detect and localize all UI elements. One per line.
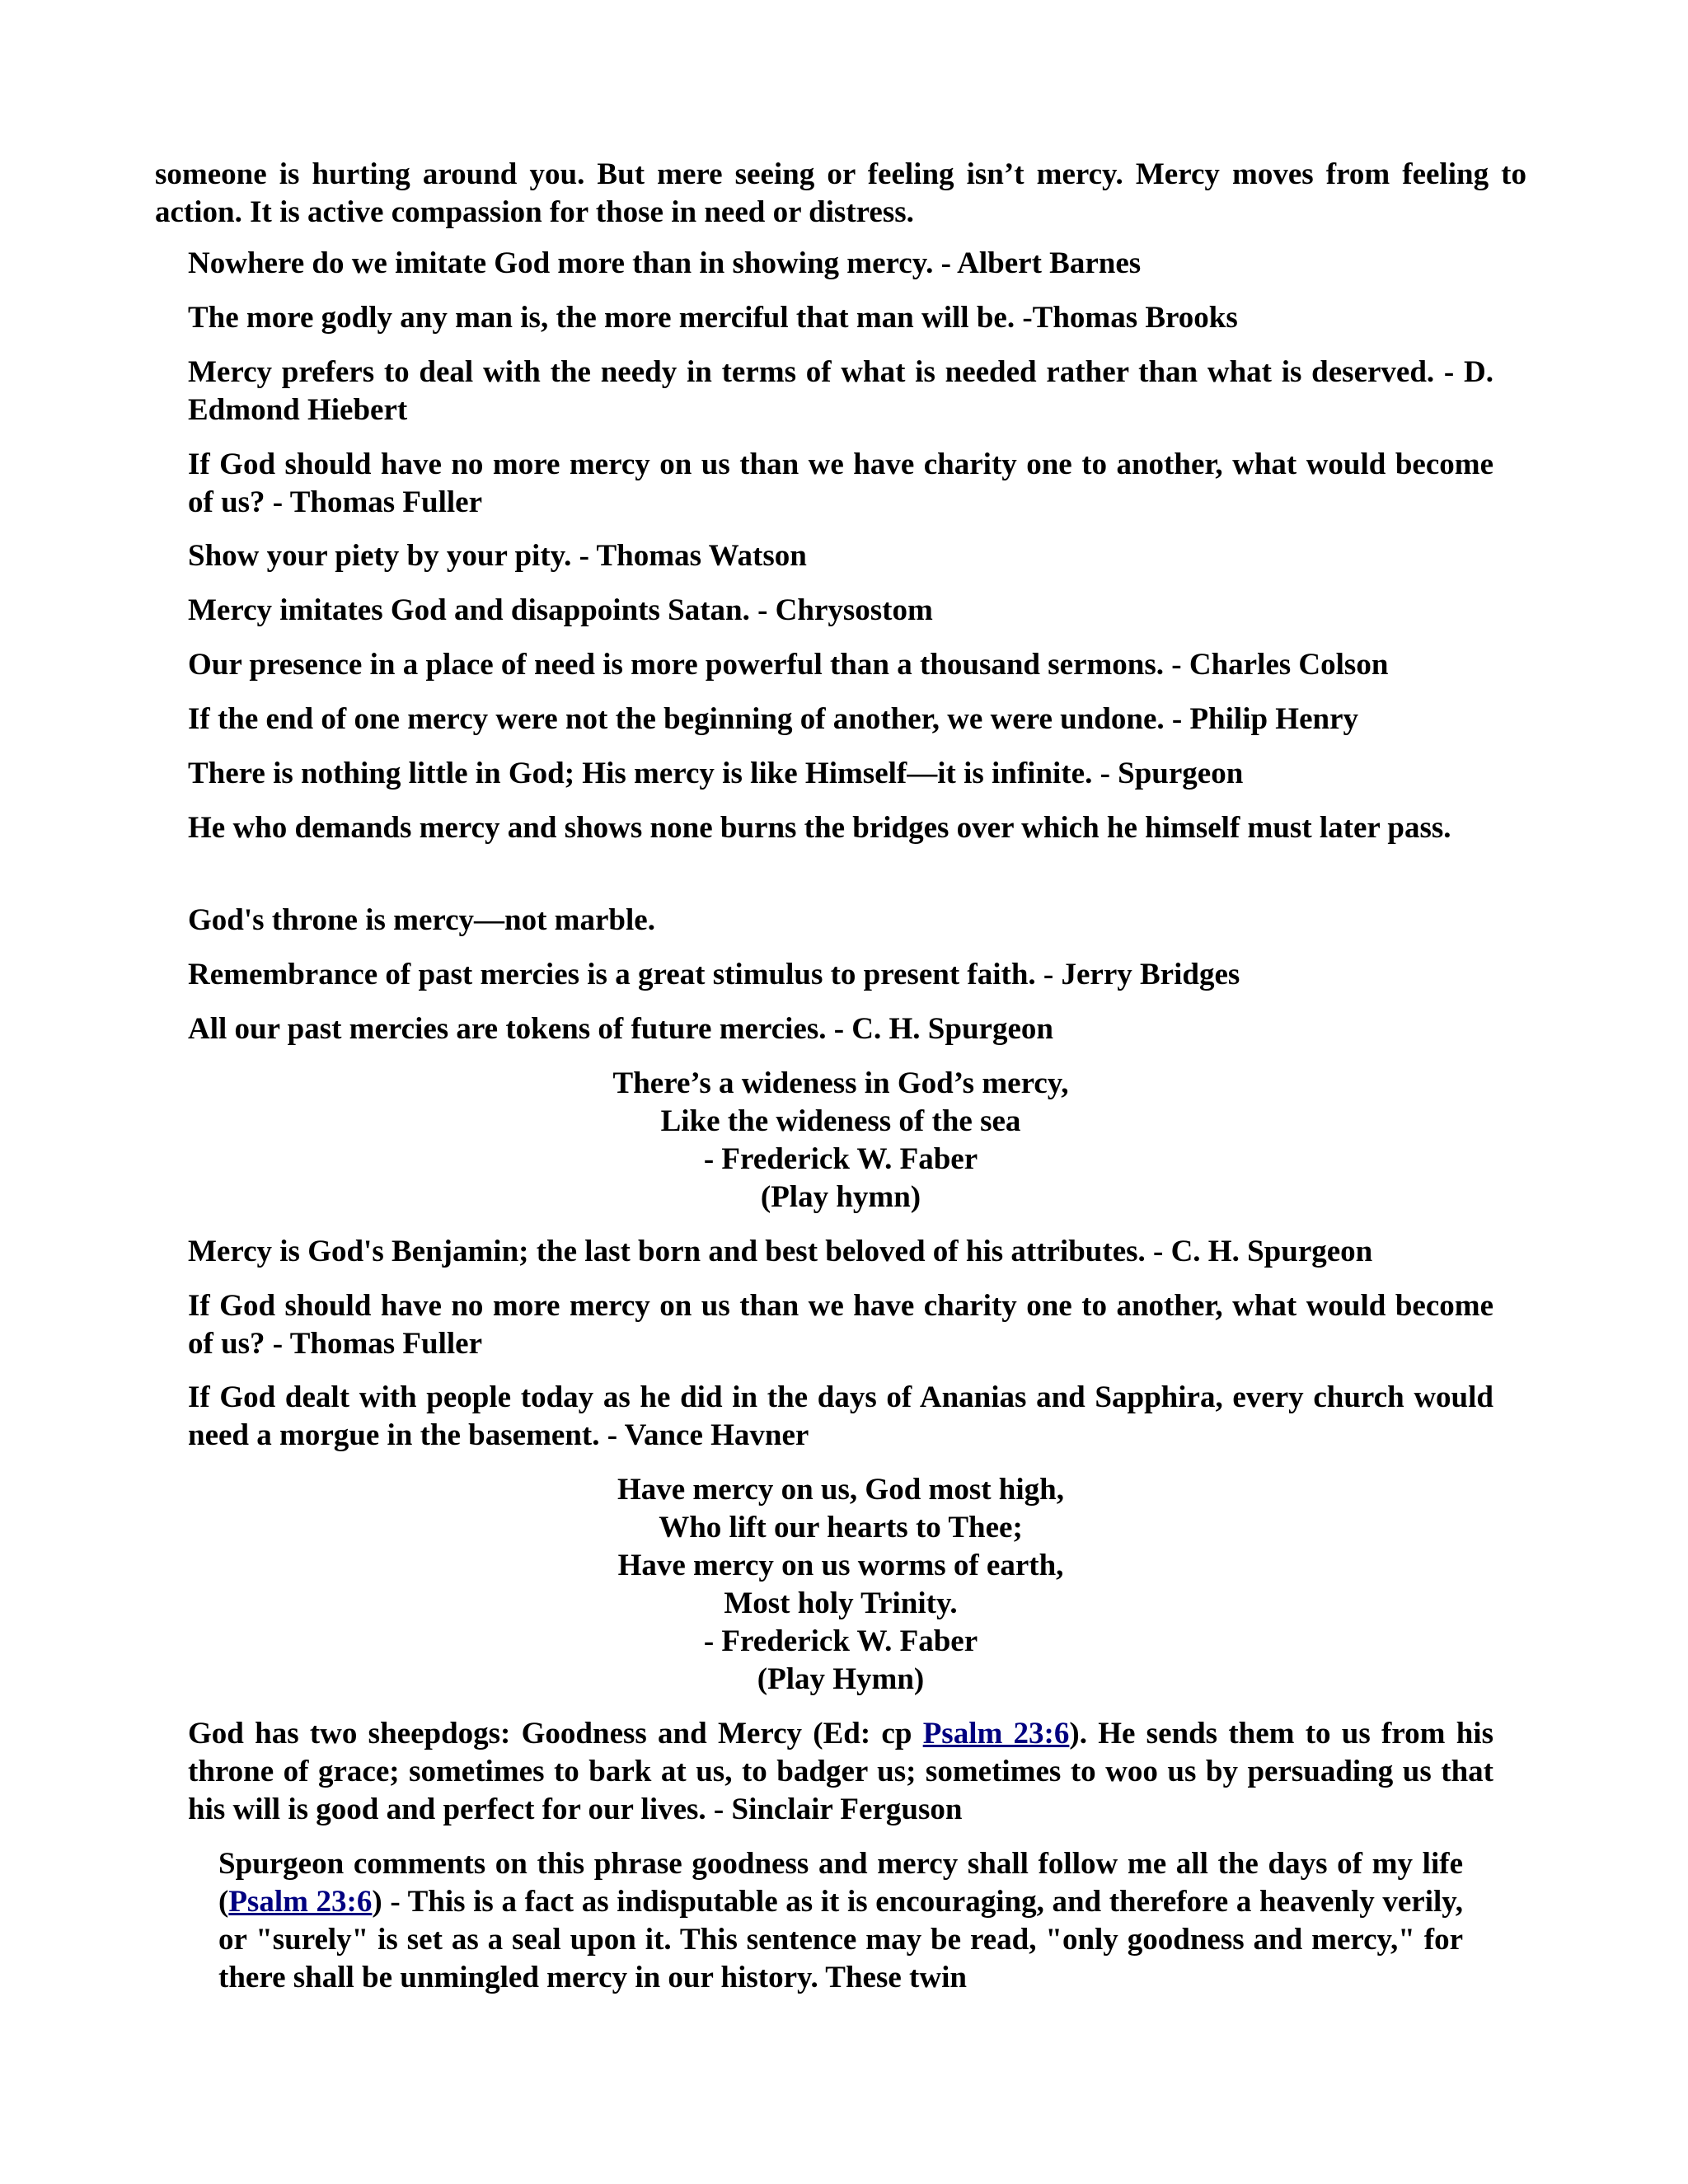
quote-throne-mercy: God's throne is mercy—not marble. — [188, 903, 655, 937]
quote-chrysostom: Mercy imitates God and disappoints Satan. - Chrysostom — [188, 593, 933, 627]
quote-philip-henry: If the end of one mercy were not the beginning of another, we were undone. - Philip Henry — [188, 702, 1359, 736]
quote-vance-havner: If God dealt with people today as he did in the days of Ananias and Sapphira, every church would need a morgue in the basement. - Vance Havner — [188, 1380, 1493, 1452]
hymn-line: Who lift our hearts to Thee; — [659, 1511, 1023, 1544]
hymn-line: Have mercy on us worms of earth, — [617, 1549, 1064, 1582]
psalm-23-6-link[interactable]: Psalm 23:6 — [922, 1717, 1070, 1750]
play-hymn-link[interactable]: (Play Hymn) — [757, 1662, 925, 1696]
quote-thomas-brooks: The more godly any man is, the more merciful that man will be. -Thomas Brooks — [188, 301, 1238, 335]
hymn-line: Like the wideness of the sea — [660, 1104, 1021, 1138]
quote-edmond-hiebert: Mercy prefers to deal with the needy in terms of what is needed rather than what is deserved. - D. Edmond Hiebert — [188, 355, 1493, 427]
quote-spurgeon-infinite: There is nothing little in God; His mercy is like Himself—it is infinite. - Spurgeon — [188, 757, 1244, 790]
hymn-line: Have mercy on us, God most high, — [617, 1473, 1064, 1507]
text-run: ). He sends them to us from his throne of grace; sometimes to bark at us, to badger us; sometimes to woo us by persuading us that his will is good and perfect for our lives. - Sinclair Ferguson — [188, 1717, 1493, 1826]
quote-thomas-fuller: If God should have no more mercy on us than we have charity one to another, what would become of us? - Thomas Fuller — [188, 448, 1493, 519]
quote-thomas-fuller-repeat: If God should have no more mercy on us than we have charity one to another, what would become of us? - Thomas Fuller — [188, 1289, 1493, 1361]
spurgeon-commentary — [218, 1845, 1463, 1997]
quote-sinclair-ferguson — [188, 1715, 1493, 1829]
hymn-author: - Frederick W. Faber — [703, 1142, 978, 1176]
quote-jerry-bridges: Remembrance of past mercies is a great stimulus to present faith. - Jerry Bridges — [188, 958, 1240, 991]
quote-gods-benjamin: Mercy is God's Benjamin; the last born and best beloved of his attributes. - C. H. Spurgeon — [188, 1235, 1373, 1268]
text-run: ) - This is a fact as indisputable as it is encouraging, and therefore a heavenly verily, or "surely" is set as a seal upon it. This sentence may be read, "only goodness and mercy," for there shall be unmingled mercy in our history. These twin — [218, 1885, 1463, 1994]
quote-burns-bridges: He who demands mercy and shows none burns the bridges over which he himself must later pass. — [188, 811, 1451, 845]
hymn-author: - Frederick W. Faber — [703, 1624, 978, 1658]
intro-paragraph: someone is hurting around you. But mere seeing or feeling isn’t mercy. Mercy moves from feeling to action. It is active compassion for those in need or distress. — [155, 157, 1526, 229]
hymn-line: Most holy Trinity. — [724, 1586, 958, 1620]
quote-thomas-watson: Show your piety by your pity. - Thomas Watson — [188, 539, 807, 573]
text-run: Spurgeon comments on this phrase goodness and mercy shall follow me all the days of my life ( — [218, 1847, 1463, 1919]
quote-charles-colson: Our presence in a place of need is more powerful than a thousand sermons. - Charles Colson — [188, 648, 1389, 682]
text-run: God has two sheepdogs: Goodness and Mercy (Ed: cp — [188, 1717, 923, 1750]
hymn-have-mercy — [155, 1471, 1526, 1699]
hymn-wideness — [155, 1065, 1526, 1216]
quote-albert-barnes: Nowhere do we imitate God more than in showing mercy. - Albert Barnes — [188, 246, 1142, 280]
psalm-23-6-link[interactable]: Psalm 23:6 — [228, 1885, 373, 1919]
quote-spurgeon-tokens: All our past mercies are tokens of future mercies. - C. H. Spurgeon — [188, 1012, 1053, 1046]
hymn-line: There’s a wideness in God’s mercy, — [612, 1066, 1069, 1100]
play-hymn-link[interactable]: (Play hymn) — [760, 1180, 921, 1214]
